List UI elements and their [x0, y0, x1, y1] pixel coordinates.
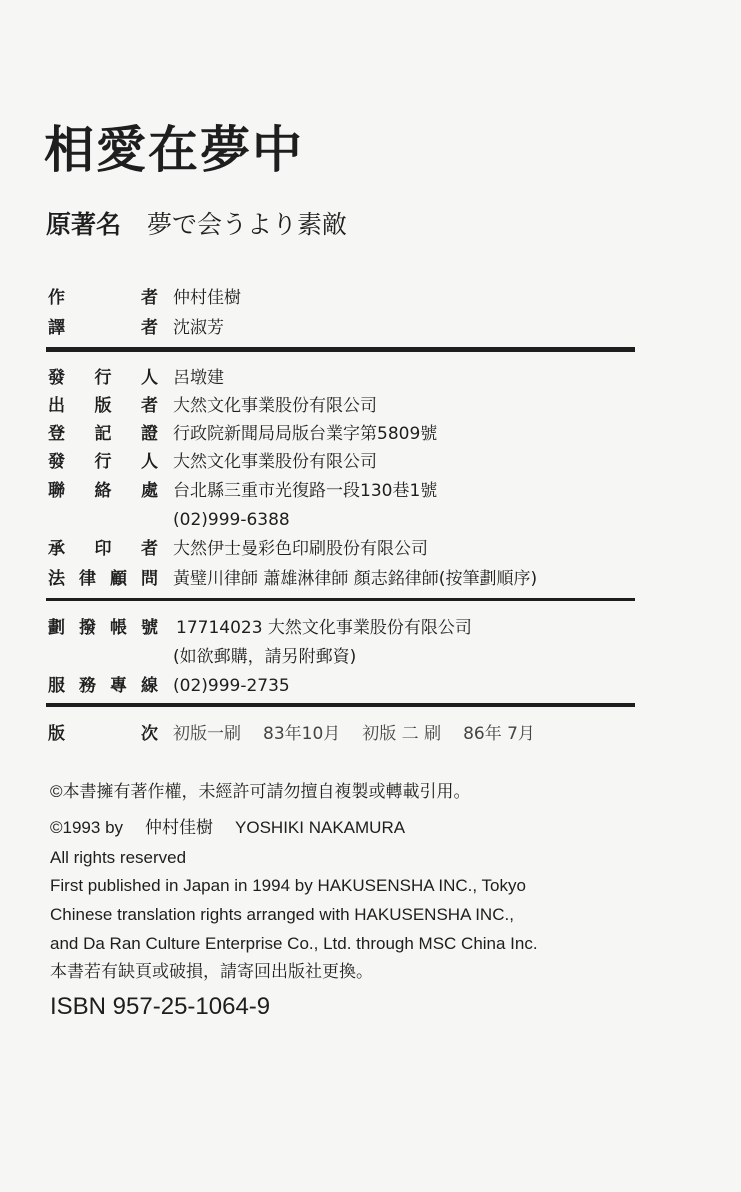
publisher-label: 出 版 者: [48, 396, 158, 416]
account-label: 服 務 專 線: [48, 676, 158, 696]
publisher-label: 登 記 證: [48, 424, 158, 444]
original-title-value: 夢で会うより素敵: [147, 210, 348, 239]
publisher-label: 發 行 人: [48, 368, 158, 388]
publisher-label: 聯 絡 處: [48, 481, 158, 501]
account-value: (02)999-2735: [173, 676, 290, 696]
translation-rights: Chinese translation rights arranged with HAKUSENSHA INC.,: [50, 905, 514, 924]
first-published: First published in Japan in 1994 by HAKUSENSHA INC., Tokyo: [50, 876, 526, 895]
credit-value: 仲村佳樹: [173, 288, 241, 308]
edition-label: 版 次: [48, 724, 158, 744]
edition-first-date: 83年10月: [263, 724, 341, 744]
copyright-year: ©1993 by: [50, 818, 124, 837]
publisher-value: 大然伊士曼彩色印刷股份有限公司: [173, 539, 428, 559]
copyright-line: [50, 816, 405, 840]
account-value: (如欲郵購，請另附郵資): [173, 647, 357, 667]
credit-label: 譯 者: [48, 318, 158, 338]
divider: [46, 703, 635, 707]
publisher-label: 發 行 人: [48, 452, 158, 472]
publisher-value: 大然文化事業股份有限公司: [173, 396, 377, 416]
publisher-label: 法 律 顧 問: [48, 569, 158, 589]
publisher-value: 黃璧川律師 蕭雄淋律師 顏志銘律師(按筆劃順序): [173, 569, 538, 589]
publisher-label: 承 印 者: [48, 539, 158, 559]
arrangement: and Da Ran Culture Enterprise Co., Ltd. through MSC China Inc.: [50, 934, 538, 953]
book-title: 相愛在夢中: [44, 121, 304, 179]
original-title-line: [46, 208, 347, 242]
credit-label: 作 者: [48, 288, 158, 308]
edition-first: 初版一刷: [173, 724, 241, 744]
account-label: 劃 撥 帳 號: [48, 618, 158, 638]
edition-value: [173, 721, 535, 747]
edition-second: 初版 二 刷: [362, 724, 442, 744]
rights-reserved: All rights reserved: [50, 848, 187, 867]
divider: [46, 347, 635, 352]
isbn: ISBN 957-25-1064-9: [50, 993, 271, 1020]
account-value: 17714023 大然文化事業股份有限公司: [176, 618, 472, 638]
copyright-notice: ©本書擁有著作權，未經許可請勿擅自複製或轉載引用。: [50, 782, 471, 801]
publisher-value: 行政院新聞局局版台業字第5809號: [173, 424, 438, 444]
credit-value: 沈淑芳: [173, 318, 224, 338]
author-name-en: YOSHIKI NAKAMURA: [235, 818, 406, 837]
publisher-value: 大然文化事業股份有限公司: [173, 452, 377, 472]
edition-second-date: 86年 7月: [463, 724, 535, 744]
damage-notice: 本書若有缺頁或破損，請寄回出版社更換。: [50, 962, 373, 981]
divider: [46, 598, 635, 601]
publisher-value: 台北縣三重市光復路一段130巷1號: [173, 481, 438, 501]
publisher-value: (02)999-6388: [173, 510, 290, 530]
original-title-label: 原著名: [46, 210, 122, 239]
publisher-value: 呂墩建: [173, 368, 224, 388]
author-name-jp: 仲村佳樹: [145, 818, 214, 837]
